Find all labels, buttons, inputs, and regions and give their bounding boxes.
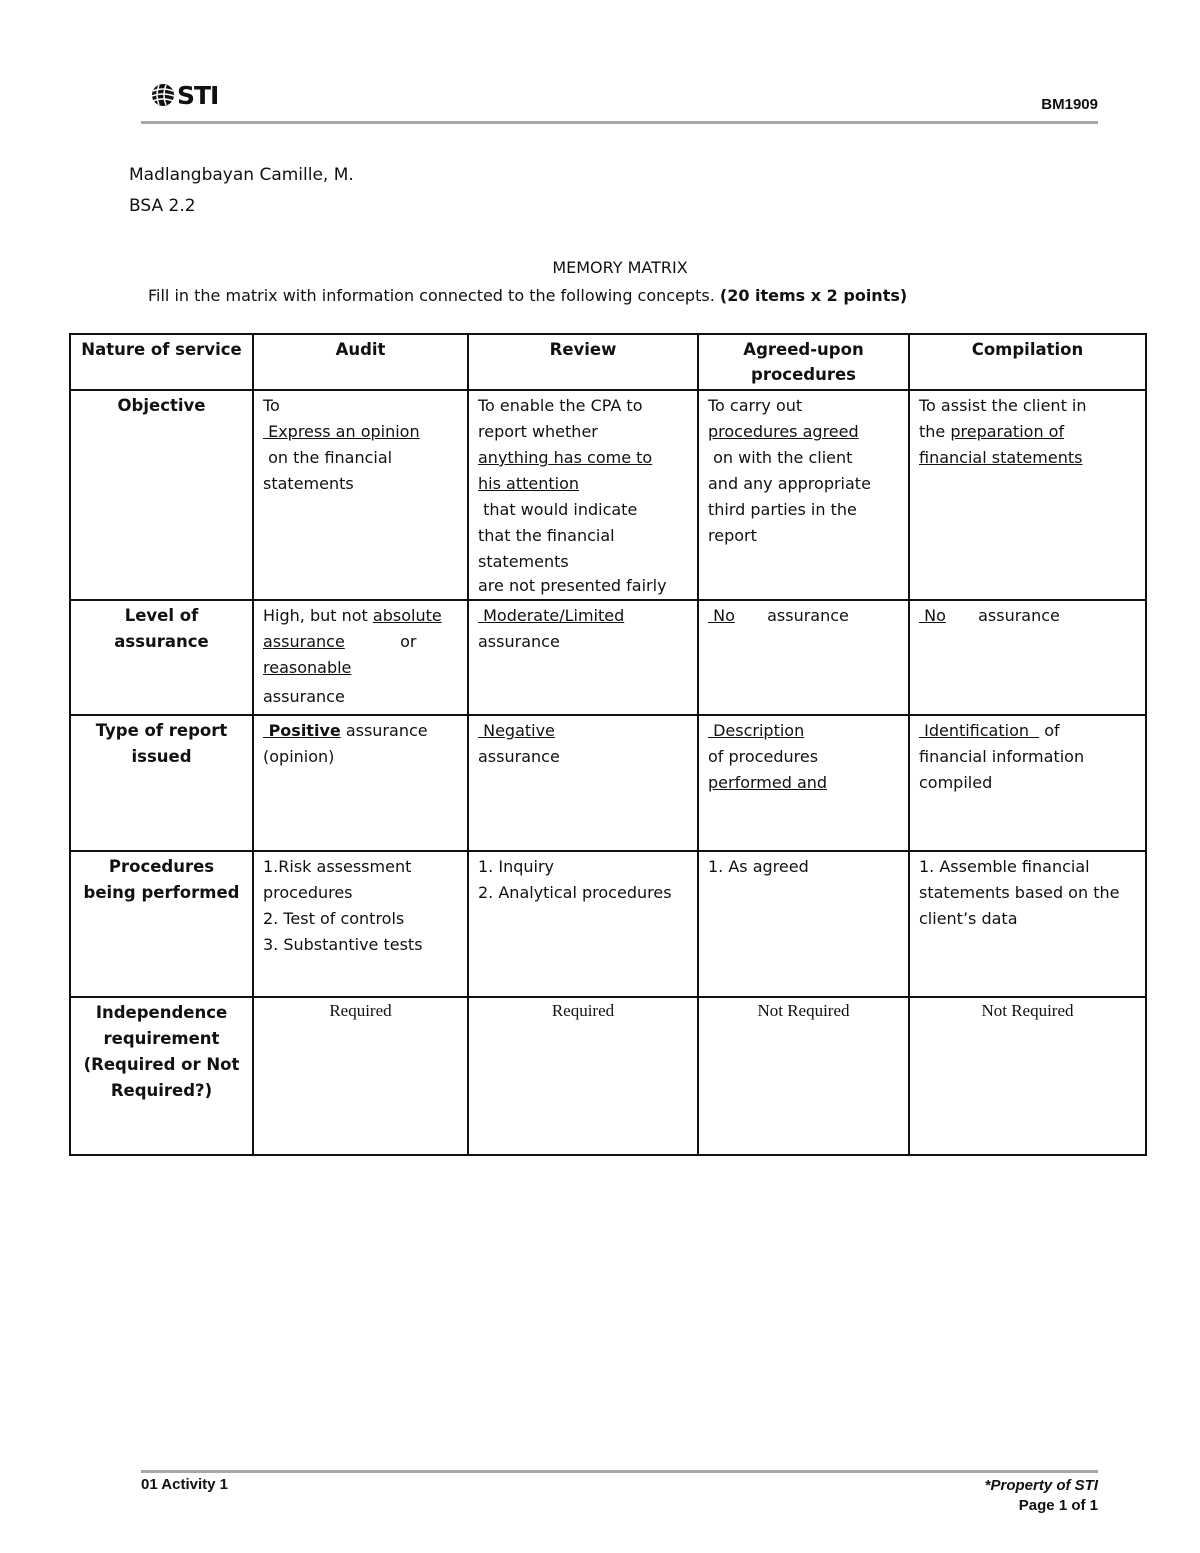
- cell-independence-aup: Not Required: [698, 997, 909, 1155]
- sti-logo: [150, 80, 218, 110]
- cell-text-inner: assurance: [978, 606, 1060, 625]
- answer-text: procedures agreed: [708, 422, 859, 441]
- instruction-text: Fill in the matrix with information connected to the following concepts.: [148, 286, 715, 305]
- answer-text: his attention: [478, 474, 579, 493]
- cell-text: 1. Inquiry: [478, 857, 554, 876]
- cell-assurance-compilation: [909, 600, 1146, 715]
- cell-text: compiled: [919, 773, 993, 792]
- cell-objective-audit: [253, 390, 468, 600]
- answer-text: anything has come to: [478, 448, 653, 467]
- cell-assurance-aup: [698, 600, 909, 715]
- cell-text: To carry out: [708, 396, 803, 415]
- table-row-assurance: [70, 600, 1146, 715]
- cell-text: 1.Risk assessment: [263, 857, 412, 876]
- cell-text: statements based on the: [919, 883, 1120, 902]
- cell-text-inner: of: [1044, 721, 1060, 740]
- footer-activity: 01 Activity 1: [141, 1476, 228, 1493]
- answer-field: [263, 629, 458, 655]
- answer-field: [478, 718, 688, 744]
- cell-text-inner: that would indicate: [483, 500, 638, 519]
- footer-property: *Property of STI: [984, 1477, 1098, 1494]
- cell-report-compilation: [909, 715, 1146, 851]
- answer-text: absolute: [372, 606, 442, 625]
- cell-text: 1. As agreed: [708, 857, 809, 876]
- cell-text: (opinion): [263, 747, 335, 766]
- table-row-report: [70, 715, 1146, 851]
- table-row-objective: [70, 390, 1146, 600]
- answer-field: [478, 471, 688, 497]
- row-label-objective: Objective: [70, 390, 253, 600]
- footer-info: [985, 1476, 1098, 1516]
- cell-text: [478, 497, 688, 523]
- answer-text: Identification: [924, 721, 1029, 740]
- course-code: BM1909: [1041, 96, 1098, 113]
- row-label-assurance: Level of assurance: [70, 600, 253, 715]
- instructions: [148, 286, 907, 305]
- answer-text: No: [713, 606, 735, 625]
- table-row-procedures: [70, 851, 1146, 997]
- row-label-report: Type of report issued: [70, 715, 253, 851]
- cell-text: To enable the CPA to: [478, 396, 643, 415]
- cell-text: assurance: [478, 747, 560, 766]
- header-compilation: Compilation: [909, 334, 1146, 390]
- cell-report-aup: [698, 715, 909, 851]
- answer-field: [708, 603, 899, 629]
- answer-field: [708, 718, 899, 744]
- header-agreed-upon-procedures: Agreed-upon procedures: [698, 334, 909, 390]
- cell-text: [263, 445, 458, 471]
- answer-field: [263, 419, 458, 445]
- answer-text: Description: [713, 721, 805, 740]
- page-title: MEMORY MATRIX: [552, 258, 688, 277]
- cell-objective-review: [468, 390, 698, 600]
- cell-text: [263, 718, 458, 744]
- answer-text: reasonable: [263, 658, 352, 677]
- cell-text-inner: on the financial: [268, 448, 393, 467]
- cell-text: that the financial: [478, 526, 615, 545]
- header-review: Review: [468, 334, 698, 390]
- cell-text: third parties in the: [708, 500, 857, 519]
- cell-text: statements: [263, 474, 354, 493]
- answer-text: assurance: [263, 632, 345, 651]
- cell-text: To: [263, 396, 280, 415]
- cell-text-inner: the: [919, 422, 946, 441]
- instruction-points: (20 items x 2 points): [719, 286, 908, 305]
- cell-text: assurance: [263, 687, 345, 706]
- cell-independence-audit: Required: [253, 997, 468, 1155]
- answer-text: performed and: [708, 773, 828, 792]
- cell-text: To assist the client in: [919, 396, 1087, 415]
- table-header-row: [70, 334, 1146, 390]
- answer-text: Negative: [483, 721, 555, 740]
- cell-text-inner: assurance: [345, 721, 428, 740]
- cell-text: are not presented fairly: [478, 576, 667, 595]
- cell-text: [708, 445, 899, 471]
- row-label-independence: Independence requirement (Required or Not Required?): [70, 997, 253, 1155]
- cell-text-inner: assurance: [767, 606, 849, 625]
- cell-procedures-aup: [698, 851, 909, 997]
- memory-matrix-table: [69, 333, 1147, 1156]
- cell-text: statements: [478, 552, 569, 571]
- globe-icon: [150, 82, 176, 108]
- cell-text: 3. Substantive tests: [263, 935, 423, 954]
- cell-text: client’s data: [919, 909, 1018, 928]
- header-audit: Audit: [253, 334, 468, 390]
- cell-procedures-compilation: [909, 851, 1146, 997]
- answer-text: No: [924, 606, 946, 625]
- cell-text: financial information: [919, 747, 1085, 766]
- cell-objective-compilation: [909, 390, 1146, 600]
- answer-field: [263, 655, 458, 681]
- cell-text-inner: on with the client: [713, 448, 853, 467]
- answer-field: [919, 603, 1136, 629]
- student-name: Madlangbayan Camille, M.: [129, 165, 354, 185]
- header-divider: [141, 121, 1098, 124]
- cell-text: 2. Test of controls: [263, 909, 405, 928]
- header-nature-of-service: Nature of service: [70, 334, 253, 390]
- cell-text: report: [708, 526, 757, 545]
- cell-text: 2. Analytical procedures: [478, 883, 672, 902]
- row-label-procedures: Procedures being performed: [70, 851, 253, 997]
- answer-text: preparation of: [950, 422, 1065, 441]
- cell-text: [919, 419, 1136, 445]
- answer-field: [708, 770, 899, 796]
- cell-independence-compilation: Not Required: [909, 997, 1146, 1155]
- logo-text: STI: [177, 80, 219, 110]
- cell-text-inner: High, but not: [263, 606, 368, 625]
- cell-text: 1. Assemble financial: [919, 857, 1090, 876]
- cell-text: assurance: [478, 632, 560, 651]
- answer-field: [478, 603, 688, 629]
- cell-text: [919, 718, 1136, 744]
- cell-objective-aup: [698, 390, 909, 600]
- cell-assurance-review: [468, 600, 698, 715]
- cell-report-review: [468, 715, 698, 851]
- cell-text-inner: or: [400, 632, 417, 651]
- answer-text: Positive: [268, 721, 341, 740]
- cell-procedures-review: [468, 851, 698, 997]
- answer-text: Express an opinion: [268, 422, 420, 441]
- table-row-independence: [70, 997, 1146, 1155]
- answer-text: Moderate/Limited: [483, 606, 625, 625]
- cell-procedures-audit: [253, 851, 468, 997]
- cell-independence-review: Required: [468, 997, 698, 1155]
- cell-text: and any appropriate: [708, 474, 871, 493]
- cell-text: procedures: [263, 883, 353, 902]
- footer-divider: [141, 1470, 1098, 1473]
- cell-text: report whether: [478, 422, 598, 441]
- student-section: BSA 2.2: [129, 196, 196, 216]
- cell-text: [263, 603, 458, 629]
- footer-page-number: Page 1 of 1: [1018, 1497, 1098, 1514]
- answer-text: financial statements: [919, 448, 1083, 467]
- cell-report-audit: [253, 715, 468, 851]
- cell-assurance-audit: [253, 600, 468, 715]
- cell-text: of procedures: [708, 747, 819, 766]
